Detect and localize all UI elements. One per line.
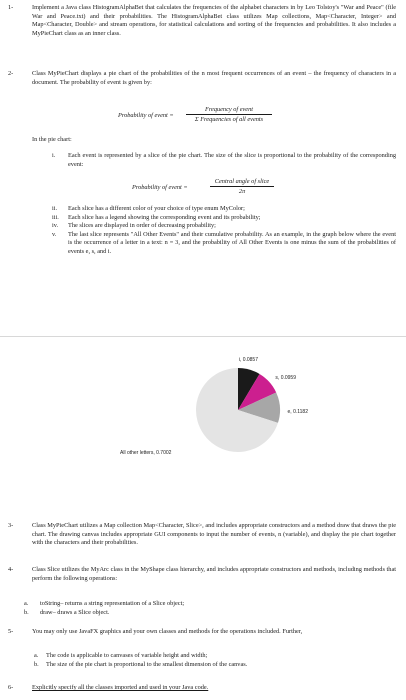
sub-items <box>0 205 406 257</box>
item-5-notes <box>0 652 406 669</box>
item-text: You may only use JavaFX graphics and your own classes and methods for the operations included. Further, <box>32 628 303 635</box>
item-number: 3- <box>8 522 14 529</box>
operation-letter: b. <box>24 608 29 616</box>
item-3 <box>0 522 406 548</box>
note-letter: b. <box>34 660 39 668</box>
item-text: Class MyPieChart utilizes a Map collection Map<Character, Slice>, and includes appropriate constructors and a method draw that draws the pie chart. The drawing canvas includes appropriate GUI components to input the number of events, n (variable), and display the pie chart together with the characters and their probabilities. <box>32 522 396 547</box>
sub-item-number: ii. <box>52 205 58 212</box>
sub-item-text: The last slice represents "All Other Events" and their cumulative probability. As an example, in the graph below where the event is the occurrence of a letter in a text: n = 3, and the probability of All Other Events is one minus the sum of the probabilities of events e, s, and i. <box>68 230 396 255</box>
slice-operations <box>0 600 406 617</box>
item-2 <box>0 70 406 87</box>
sub-item-number: i. <box>52 152 56 159</box>
formula-fraction <box>186 106 272 123</box>
item-text: Class MyPieChart displays a pie chart of the probabilities of the n most frequent occurrences of an event – the frequency of characters in a document. The probability of event is given by: <box>32 70 396 86</box>
sub-item-text: The slices are displayed in order of decreasing probability; <box>68 222 216 230</box>
formula-denominator: 2π <box>238 188 246 195</box>
in-chart-label: In the pie chart: <box>32 136 72 143</box>
item-1 <box>0 4 406 38</box>
note-a <box>0 652 406 661</box>
slice-label: s, 0.0959 <box>275 375 296 381</box>
slice-label: All other letters, 0.7002 <box>120 450 172 456</box>
sub-item-text: Each event is represented by a slice of the pie chart. The size of the slice is proportional to the probability of the corresponding event: <box>68 152 396 168</box>
item-number: 6- <box>8 684 14 691</box>
sub-item-text: Each slice has a different color of your choice of type enum MyColor; <box>68 205 245 212</box>
formula-denominator: Σ Frequencies of all events <box>194 116 264 123</box>
fraction-bar <box>210 186 274 187</box>
operation-letter: a. <box>24 600 29 607</box>
item-text: Implement a Java class HistogramAlphaBet that calculates the frequencies of the alphabet characters in by Leo Tolstoy's "War and Peace" (file War and Peace.txt) and their probabilities. The HistogramAlphaBet class utilizes Map collections, Map<Character, Integer> and Map<Character, Double> and stream operations, for statistical calculations and sorting of the frequencies and probabilities. It also includes a MyPieChart class as an inner class. <box>32 4 396 37</box>
formula-label: Probability of event = <box>132 184 188 191</box>
sub-item-iv <box>0 222 406 231</box>
formula-fraction <box>210 178 274 195</box>
operation-a <box>0 600 406 609</box>
item-6 <box>0 684 406 693</box>
pie-chart <box>0 340 406 500</box>
operation-text: toString– returns a string representation of a Slice object; <box>40 600 185 607</box>
formula-numerator: Frequency of event <box>204 106 254 113</box>
note-letter: a. <box>34 652 39 659</box>
item-text: Class Slice utilizes the MyArc class in the MyShape class hierarchy, and includes appropriate constructors and methods, including methods that perform the following operations: <box>32 566 396 582</box>
item-number: 1- <box>8 4 14 11</box>
sub-item-ii <box>0 205 406 214</box>
section-divider <box>0 336 406 337</box>
item-4 <box>0 566 406 583</box>
slice-label: e, 0.1182 <box>287 409 308 415</box>
item-number: 2- <box>8 70 14 77</box>
operation-text: draw– draws a Slice object. <box>40 608 110 616</box>
note-b <box>0 661 406 670</box>
sub-item-text: Each slice has a legend showing the corresponding event and its probability; <box>68 213 261 221</box>
sub-item-number: iii. <box>52 213 59 221</box>
sub-item-number: v. <box>52 230 57 238</box>
sub-item-i <box>0 152 406 169</box>
formula-label: Probability of event = <box>118 112 174 119</box>
item-5 <box>0 628 406 637</box>
slice-label: i, 0.0857 <box>238 357 258 363</box>
item-number: 4- <box>8 566 14 573</box>
note-text: The code is applicable to canvases of variable height and width; <box>46 652 208 659</box>
sub-item-number: iv. <box>52 222 59 230</box>
note-text: The size of the pie chart is proportional to the smallest dimension of the canvas. <box>46 660 248 668</box>
formula-numerator: Central angle of slice <box>214 178 270 185</box>
item-number: 5- <box>8 628 14 635</box>
pie-chart-svg <box>0 340 406 500</box>
operation-b <box>0 609 406 618</box>
fraction-bar <box>186 114 272 115</box>
sub-item-v <box>0 231 406 257</box>
sub-item-iii <box>0 214 406 223</box>
item-text: Explicitly specify all the classes imported and used in your Java code. <box>32 684 209 691</box>
